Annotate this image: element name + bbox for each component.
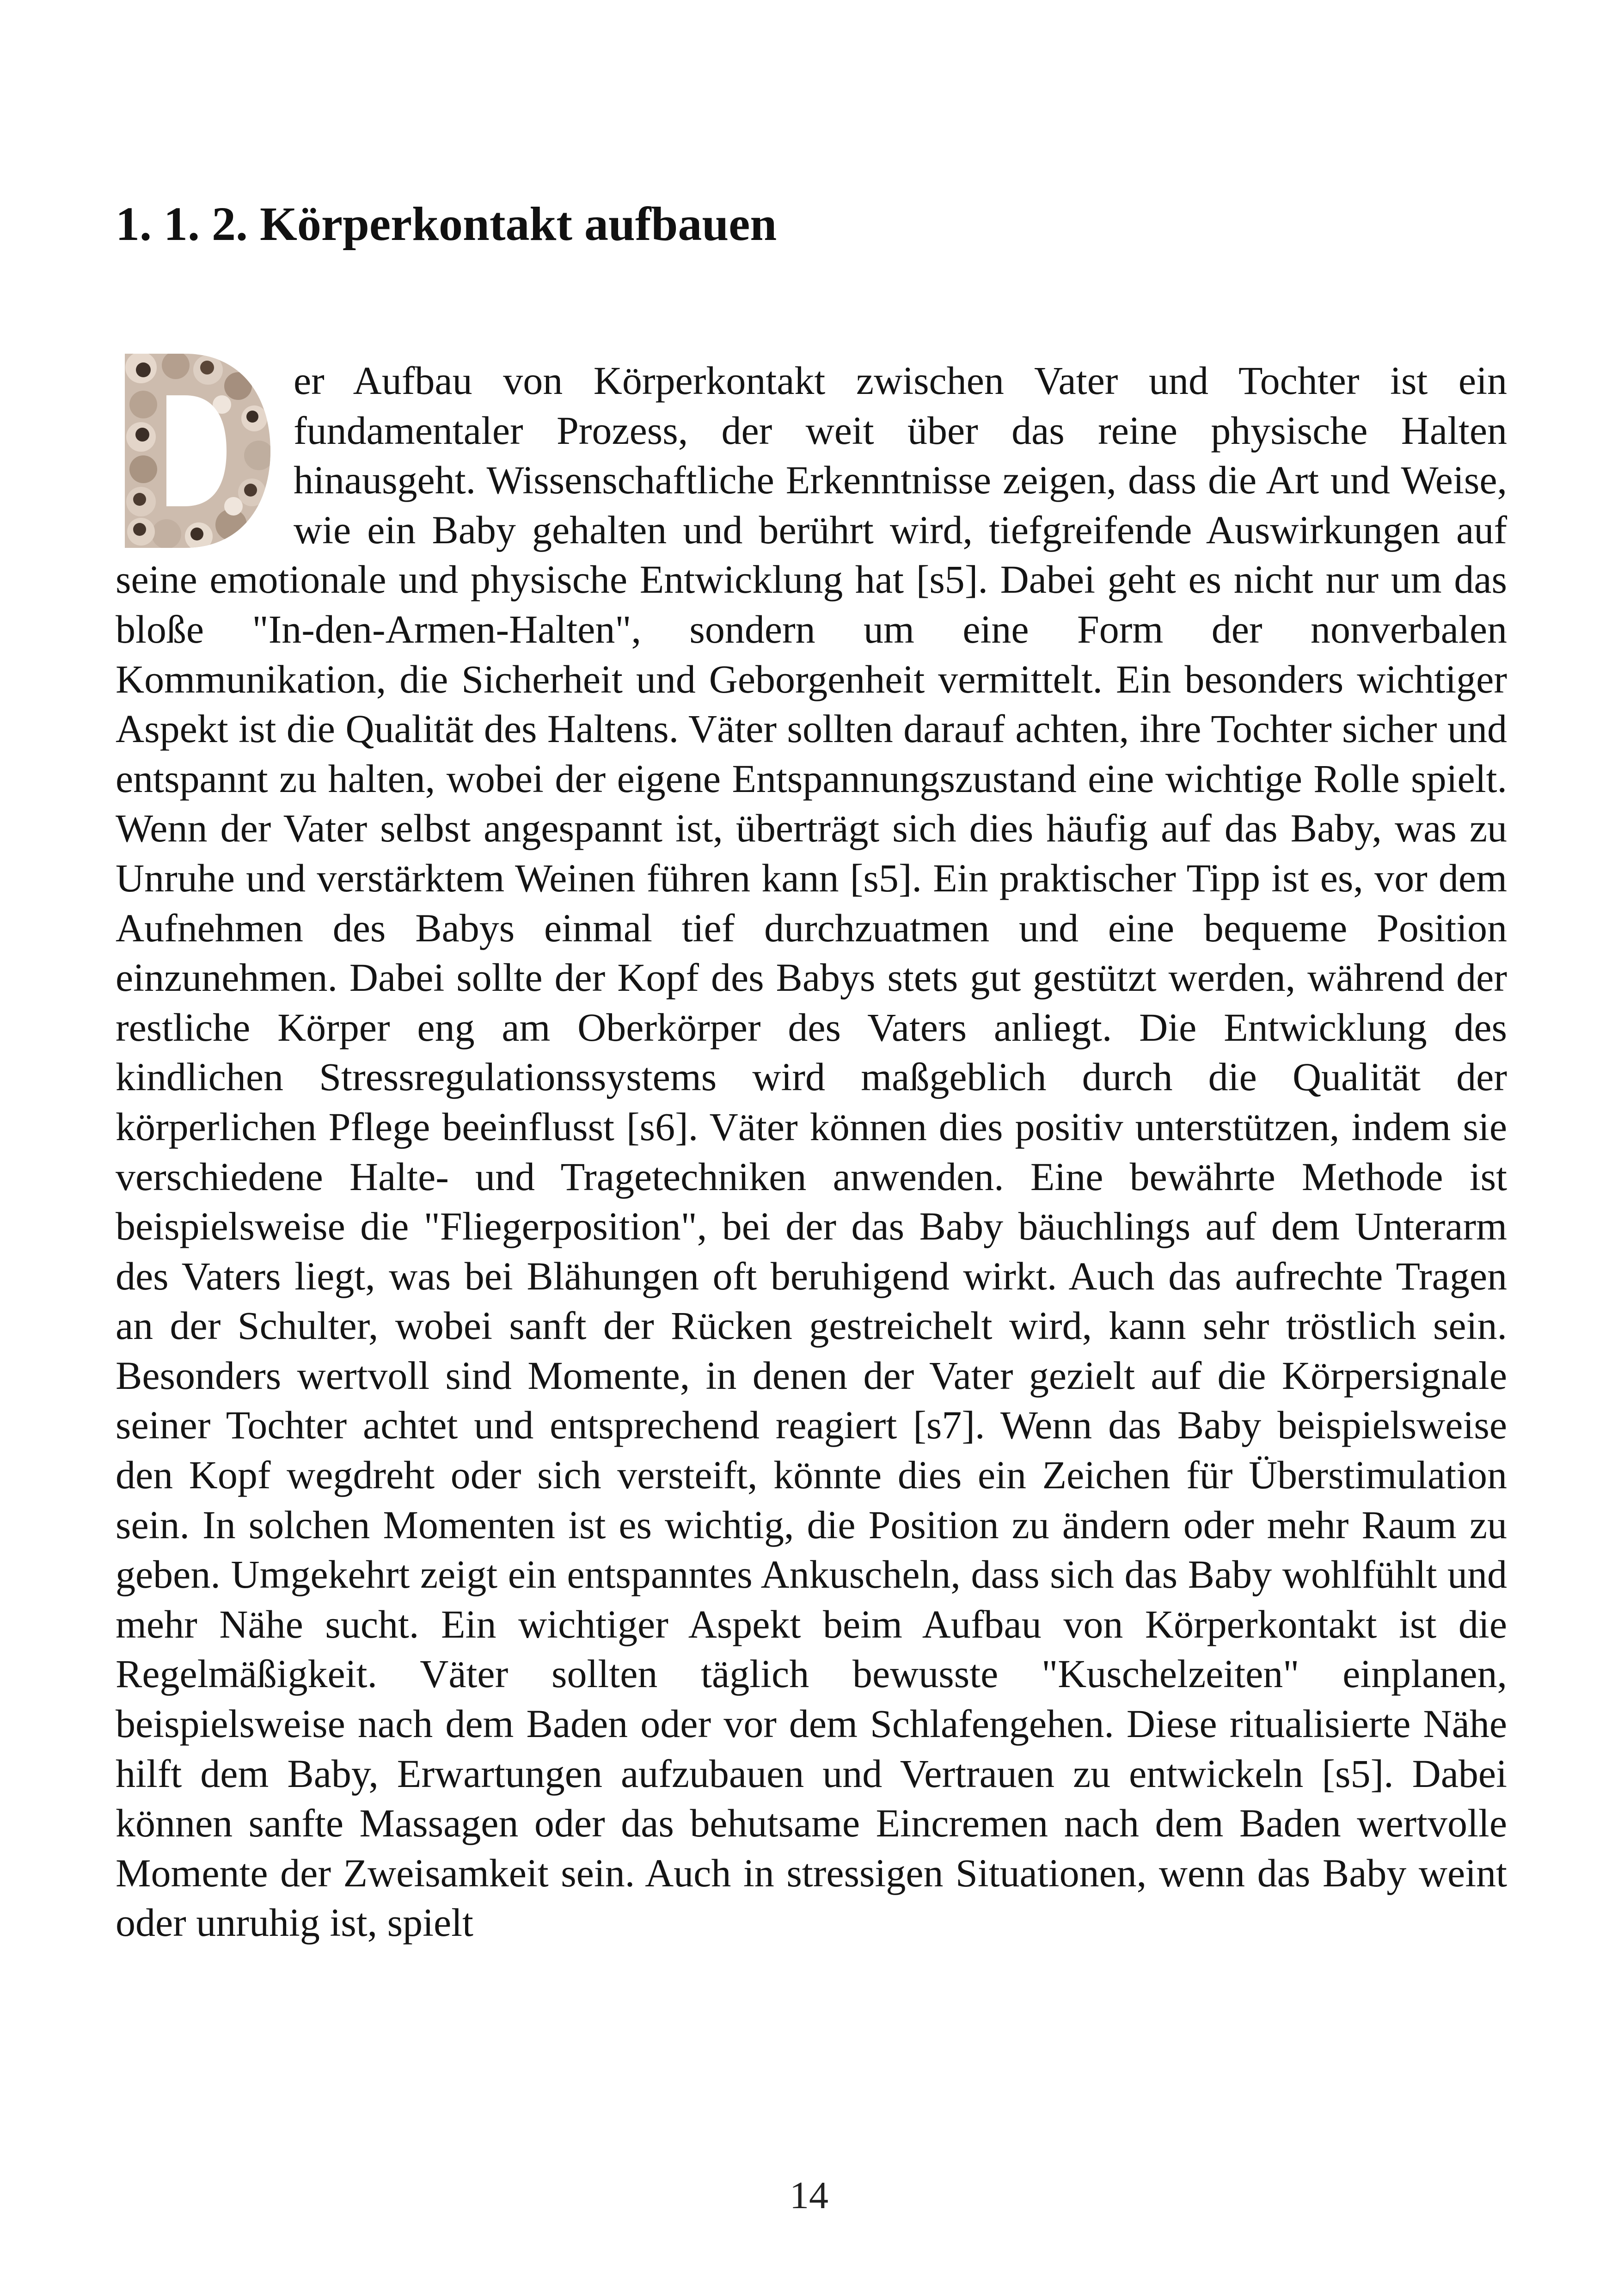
page-number: 14 — [790, 2174, 828, 2217]
paragraph-text: er Aufbau von Körperkontakt zwischen Vater und Tochter ist ein fundamentaler Prozess, der weit über das reine physische Halten hinausgeht. Wissenschaftliche Erkenntnisse zeigen, dass die Art und Weise, wie ein Baby gehalten und berührt wird, tiefgreifende Auswirkungen auf seine emotionale und physische Entwicklung hat [s5]. Dabei geht es nicht nur um das bloße "In-den-Armen-Halten", sondern um eine Form der nonverbalen Kommunikation, die Sicherheit und Geborgenheit vermittelt. Ein besonders wichtiger Aspekt ist die Qualität des Haltens. Väter sollten darauf achten, ihre Tochter sicher und entspannt zu halten, wobei der eigene Entspannungszustand eine wichtige Rolle spielt. Wenn der Vater selbst angespannt ist, überträgt sich dies häufig auf das Baby, was zu Unruhe und verstärktem Weinen führen kann [s5]. Ein praktischer Tipp ist es, vor dem Aufnehmen des Babys einmal tief durchzuatmen und eine bequeme Position einzunehmen. Dabei sollte der Kopf des Babys stets gut gestützt werden, während der restliche Körper eng am Oberkörper des Vaters anliegt. Die Entwicklung des kindlichen Stressregulationssystems wird maßgeblich durch die Qualität der körperlichen Pflege beeinflusst [s6]. Väter können dies positiv unterstützen, indem sie verschiedene Halte- und Tragetechniken anwenden. Eine bewährte Methode ist beispielsweise die "Fliegerposition", bei der das Baby bäuchlings auf dem Unterarm des Vaters liegt, was bei Blähungen oft beruhigend wirkt. Auch das aufrechte Tragen an der Schulter, wobei sanft der Rücken gestreichelt wird, kann sehr tröstlich sein. Besonders wertvoll sind Momente, in denen der Vater gezielt auf die Körpersignale seiner Tochter achtet und entsprechend reagiert [s7]. Wenn das Baby beispielsweise den Kopf wegdreht oder sich versteift, könnte dies ein Zeichen für Überstimulation sein. In solchen Momenten ist es wichtig, die Position zu ändern oder mehr Raum zu geben. Umgekehrt zeigt ein entspanntes Ankuscheln, dass sich das Baby wohlfühlt und mehr Nähe sucht. Ein wichtiger Aspekt beim Aufbau von Körperkontakt ist die Regelmäßigkeit. Väter sollten täglich bewusste "Kuschelzeiten" einplanen, beispielsweise nach dem Baden oder vor dem Schlafengehen. Diese ritualisierte Nähe hilft dem Baby, Erwartungen aufzubauen und Vertrauen zu entwickeln [s5]. Dabei können sanfte Massagen oder das behutsame Eincremen nach dem Baden wertvolle Momente der Zweisamkeit sein. Auch in stressigen Situationen, wenn das Baby weint oder unruhig ist, spielt — [116, 358, 1507, 1945]
section-heading: 1. 1. 2. Körperkontakt aufbauen — [116, 197, 777, 251]
body-paragraph — [116, 356, 1507, 1948]
photo-collage-letter-d-icon — [116, 349, 275, 553]
